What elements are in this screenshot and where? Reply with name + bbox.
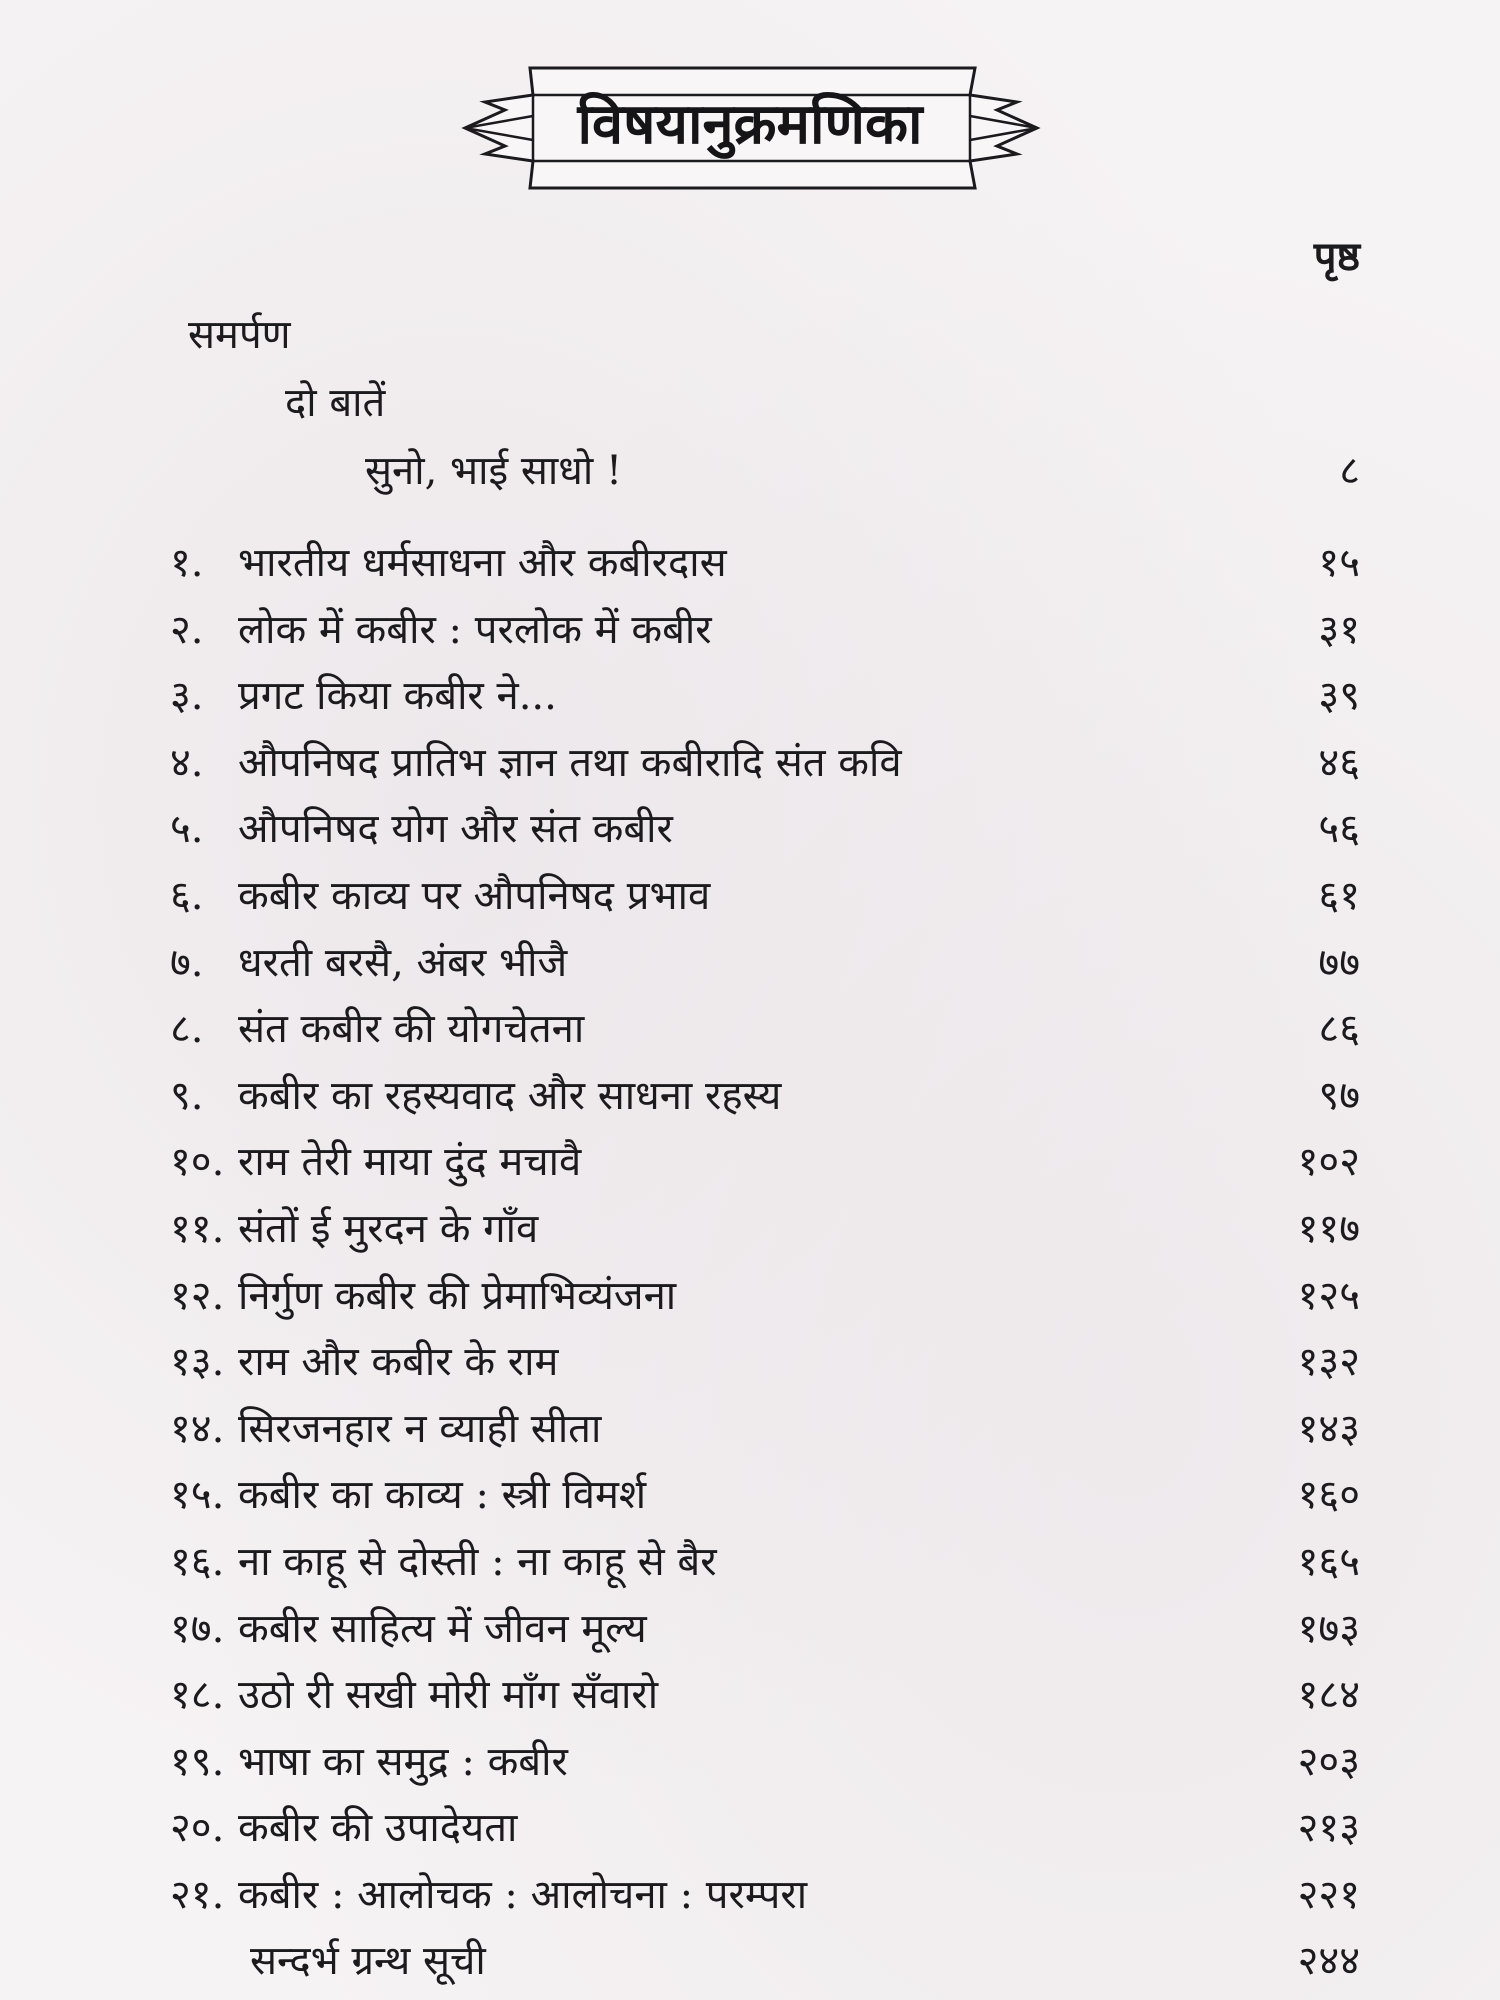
toc-entry (170, 1196, 1360, 1263)
toc-entry-page: १०२ (1297, 1139, 1360, 1186)
toc-entry-number: १३. (170, 1339, 225, 1386)
toc-entry-title: राम और कबीर के राम (238, 1339, 559, 1386)
toc-entry (170, 1462, 1360, 1529)
front-matter-two-words: दो बातें (285, 380, 386, 426)
toc-entry-page: १६० (1297, 1472, 1360, 1519)
toc-entry-page: ३९ (1318, 673, 1360, 720)
toc-entry-number: ७. (170, 939, 204, 986)
toc-entry-page: २०३ (1297, 1738, 1360, 1785)
toc-entry-page: २१३ (1297, 1805, 1360, 1852)
toc-entry-title: भारतीय धर्मसाधना और कबीरदास (238, 540, 727, 586)
toc-entry (170, 863, 1360, 930)
toc-entry-title: भाषा का समुद्र : कबीर (238, 1738, 568, 1785)
toc-entry (170, 930, 1360, 997)
front-matter-dedication: समर्पण (188, 312, 291, 358)
toc-entry-title: संतों ई मुरदन के गाँव (238, 1205, 539, 1252)
toc-entry-number: १०. (170, 1139, 225, 1186)
toc-entry-page: २४४ (1297, 1938, 1360, 1985)
toc-entry-page: ८६ (1318, 1006, 1360, 1053)
toc-entry-page: १८४ (1297, 1672, 1360, 1719)
toc-entry-number: ५. (170, 806, 204, 853)
toc-entry-title: धरती बरसै, अंबर भीजै (238, 939, 568, 986)
toc-entry (170, 1129, 1360, 1196)
toc-entry-page: ५६ (1318, 806, 1360, 853)
toc-entry-number: १२. (170, 1272, 225, 1319)
toc-entry (170, 1329, 1360, 1396)
toc-entry (170, 1396, 1360, 1463)
toc-entry-number: ९. (170, 1072, 204, 1119)
toc-entry-number: २१. (170, 1871, 225, 1918)
toc-entry-references (170, 1928, 1360, 1995)
toc-entry-title: संत कबीर की योगचेतना (238, 1006, 585, 1053)
toc-entry-page: ४६ (1318, 739, 1360, 786)
toc-entry (170, 730, 1360, 797)
title-banner (455, 50, 1045, 200)
toc-entry-page: १४३ (1297, 1405, 1360, 1452)
table-of-contents (170, 530, 1360, 1995)
toc-entry-title: कबीर का काव्य : स्त्री विमर्श (238, 1472, 647, 1519)
toc-entry-title: राम तेरी माया दुंद मचावै (238, 1139, 582, 1186)
toc-entry-title: ना काहू से दोस्ती : ना काहू से बैर (238, 1538, 717, 1585)
toc-entry-number: ३. (170, 673, 204, 720)
toc-entry-page: २२१ (1297, 1871, 1360, 1918)
toc-entry-title: औपनिषद योग और संत कबीर (238, 806, 673, 853)
toc-entry-number: १५. (170, 1472, 225, 1519)
toc-entry-page: ११७ (1297, 1205, 1360, 1252)
toc-entry-title: निर्गुण कबीर की प्रेमाभिव्यंजना (238, 1272, 677, 1319)
toc-entry-page: ६१ (1318, 872, 1360, 919)
toc-entry-number: ६. (170, 872, 204, 919)
toc-entry (170, 1263, 1360, 1330)
toc-entry-page: ३१ (1318, 606, 1360, 653)
toc-entry-number: ११. (170, 1205, 225, 1252)
toc-entry (170, 597, 1360, 664)
toc-entry (170, 1795, 1360, 1862)
toc-entry (170, 1596, 1360, 1663)
toc-entry-number: १. (170, 540, 204, 586)
toc-entry-page: १५ (1318, 540, 1360, 586)
toc-entry (170, 663, 1360, 730)
toc-entry-title: लोक में कबीर : परलोक में कबीर (238, 606, 712, 653)
toc-entry (170, 996, 1360, 1063)
toc-entry-number: ८. (170, 1006, 204, 1053)
toc-entry-page: १२५ (1297, 1272, 1360, 1319)
toc-entry-page: ९७ (1318, 1072, 1360, 1119)
front-matter-page-number: ८ (1339, 448, 1360, 494)
toc-entry-page: १७३ (1297, 1605, 1360, 1652)
toc-entry (170, 1063, 1360, 1130)
toc-entry-number: १९. (170, 1738, 225, 1785)
toc-entry (170, 1662, 1360, 1729)
toc-entry-page: १३२ (1297, 1339, 1360, 1386)
toc-entry-number: १७. (170, 1605, 225, 1652)
toc-entry (170, 1529, 1360, 1596)
toc-entry-title: प्रगट किया कबीर ने... (238, 673, 557, 720)
toc-entry-title: औपनिषद प्रातिभ ज्ञान तथा कबीरादि संत कवि (238, 739, 902, 786)
toc-entry (170, 796, 1360, 863)
toc-entry-number: १८. (170, 1672, 225, 1719)
toc-entry-title: कबीर साहित्य में जीवन मूल्य (238, 1605, 647, 1652)
toc-entry-number: १६. (170, 1538, 225, 1585)
toc-entry-number: २. (170, 606, 204, 653)
page-column-header: पृष्ठ (1313, 233, 1360, 280)
toc-entry-title: कबीर काव्य पर औपनिषद प्रभाव (238, 872, 711, 919)
toc-entry-number: ४. (170, 739, 204, 786)
toc-entry-title: सन्दर्भ ग्रन्थ सूची (250, 1938, 486, 1985)
toc-entry-title: कबीर की उपादेयता (238, 1805, 518, 1852)
toc-entry (170, 1729, 1360, 1796)
toc-entry-title: कबीर : आलोचक : आलोचना : परम्परा (238, 1871, 808, 1918)
toc-entry-title: उठो री सखी मोरी माँग सँवारो (238, 1672, 659, 1719)
toc-entry-page: ७७ (1318, 939, 1360, 986)
toc-entry-page: १६५ (1297, 1538, 1360, 1585)
toc-entry (170, 1862, 1360, 1929)
toc-entry-title: सिरजनहार न व्याही सीता (238, 1405, 602, 1452)
toc-entry (170, 530, 1360, 597)
page-title: विषयानुक्रमणिका (577, 91, 923, 157)
front-matter-suno-bhai-sadho: सुनो, भाई साधो ! (365, 448, 623, 494)
toc-entry-title: कबीर का रहस्यवाद और साधना रहस्य (238, 1072, 782, 1119)
toc-entry-number: २०. (170, 1805, 225, 1852)
toc-entry-number: १४. (170, 1405, 225, 1452)
